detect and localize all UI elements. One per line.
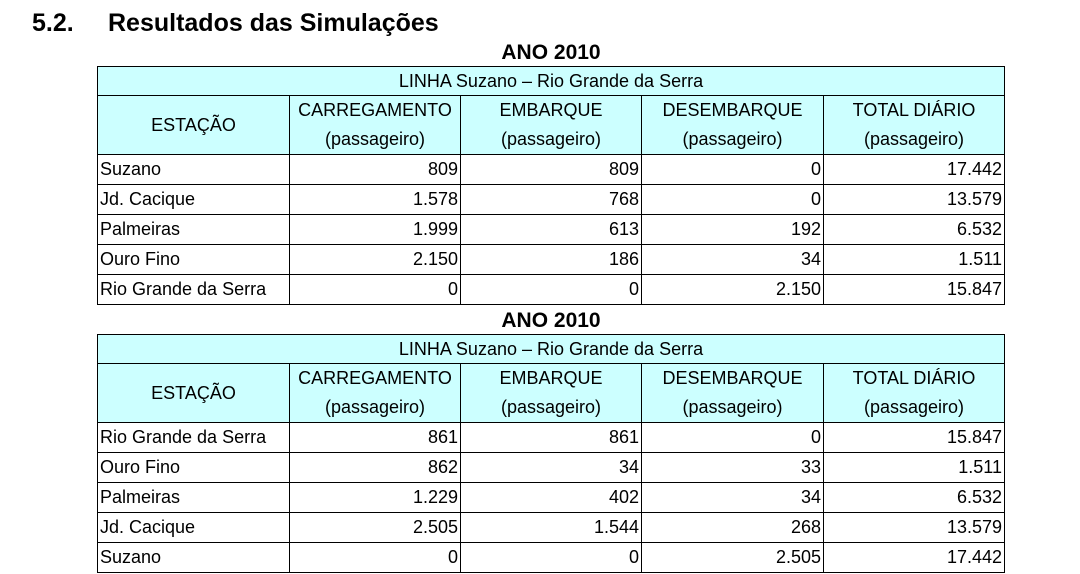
header-station: ESTAÇÃO xyxy=(98,364,290,423)
header-unit: (passageiro) xyxy=(642,393,824,423)
total-value: 1.511 xyxy=(824,453,1005,483)
table-row xyxy=(98,245,1005,275)
header-desembarque: DESEMBARQUE xyxy=(642,364,824,394)
embarque-value: 768 xyxy=(461,185,642,215)
carregamento-value: 1.999 xyxy=(290,215,461,245)
section-number: 5.2. xyxy=(32,9,74,37)
total-value: 13.579 xyxy=(824,513,1005,543)
line-title: LINHA Suzano – Rio Grande da Serra xyxy=(98,67,1005,96)
embarque-value: 0 xyxy=(461,543,642,573)
desembarque-value: 34 xyxy=(642,483,824,513)
table-row xyxy=(98,483,1005,513)
simulation-table-1 xyxy=(97,66,1005,305)
station-name: Palmeiras xyxy=(98,483,290,513)
total-value: 17.442 xyxy=(824,543,1005,573)
header-unit: (passageiro) xyxy=(461,125,642,155)
header-unit: (passageiro) xyxy=(290,125,461,155)
table-row xyxy=(98,185,1005,215)
station-name: Rio Grande da Serra xyxy=(98,423,290,453)
total-value: 1.511 xyxy=(824,245,1005,275)
section-heading xyxy=(32,6,439,40)
simulation-table-2 xyxy=(97,334,1005,573)
total-value: 6.532 xyxy=(824,215,1005,245)
carregamento-value: 1.578 xyxy=(290,185,461,215)
embarque-value: 34 xyxy=(461,453,642,483)
station-name: Ouro Fino xyxy=(98,245,290,275)
header-unit: (passageiro) xyxy=(642,125,824,155)
carregamento-value: 2.150 xyxy=(290,245,461,275)
embarque-value: 613 xyxy=(461,215,642,245)
line-title: LINHA Suzano – Rio Grande da Serra xyxy=(98,335,1005,364)
desembarque-value: 2.150 xyxy=(642,275,824,305)
header-unit: (passageiro) xyxy=(461,393,642,423)
table-1-year: ANO 2010 xyxy=(501,41,601,64)
embarque-value: 809 xyxy=(461,155,642,185)
station-name: Jd. Cacique xyxy=(98,185,290,215)
desembarque-value: 0 xyxy=(642,185,824,215)
embarque-value: 402 xyxy=(461,483,642,513)
header-embarque: EMBARQUE xyxy=(461,364,642,394)
header-carregamento: CARREGAMENTO xyxy=(290,364,461,394)
station-name: Jd. Cacique xyxy=(98,513,290,543)
carregamento-value: 0 xyxy=(290,543,461,573)
embarque-value: 186 xyxy=(461,245,642,275)
station-name: Rio Grande da Serra xyxy=(98,275,290,305)
desembarque-value: 2.505 xyxy=(642,543,824,573)
table-row xyxy=(98,423,1005,453)
header-embarque: EMBARQUE xyxy=(461,96,642,126)
header-unit: (passageiro) xyxy=(824,125,1005,155)
station-name: Suzano xyxy=(98,155,290,185)
total-value: 15.847 xyxy=(824,275,1005,305)
header-total: TOTAL DIÁRIO xyxy=(824,96,1005,126)
carregamento-value: 861 xyxy=(290,423,461,453)
section-title: Resultados das Simulações xyxy=(108,9,439,37)
desembarque-value: 33 xyxy=(642,453,824,483)
total-value: 17.442 xyxy=(824,155,1005,185)
embarque-value: 861 xyxy=(461,423,642,453)
desembarque-value: 268 xyxy=(642,513,824,543)
station-name: Suzano xyxy=(98,543,290,573)
header-carregamento: CARREGAMENTO xyxy=(290,96,461,126)
station-name: Ouro Fino xyxy=(98,453,290,483)
header-total: TOTAL DIÁRIO xyxy=(824,364,1005,394)
table-row xyxy=(98,215,1005,245)
header-station: ESTAÇÃO xyxy=(98,96,290,155)
embarque-value: 1.544 xyxy=(461,513,642,543)
carregamento-value: 1.229 xyxy=(290,483,461,513)
table-row xyxy=(98,543,1005,573)
desembarque-value: 192 xyxy=(642,215,824,245)
table-row xyxy=(98,155,1005,185)
carregamento-value: 809 xyxy=(290,155,461,185)
embarque-value: 0 xyxy=(461,275,642,305)
total-value: 13.579 xyxy=(824,185,1005,215)
desembarque-value: 0 xyxy=(642,155,824,185)
header-desembarque: DESEMBARQUE xyxy=(642,96,824,126)
table-2-year: ANO 2010 xyxy=(501,309,601,332)
desembarque-value: 0 xyxy=(642,423,824,453)
station-name: Palmeiras xyxy=(98,215,290,245)
table-row xyxy=(98,513,1005,543)
header-unit: (passageiro) xyxy=(290,393,461,423)
carregamento-value: 2.505 xyxy=(290,513,461,543)
total-value: 6.532 xyxy=(824,483,1005,513)
header-unit: (passageiro) xyxy=(824,393,1005,423)
table-row xyxy=(98,453,1005,483)
carregamento-value: 862 xyxy=(290,453,461,483)
table-row xyxy=(98,275,1005,305)
desembarque-value: 34 xyxy=(642,245,824,275)
total-value: 15.847 xyxy=(824,423,1005,453)
carregamento-value: 0 xyxy=(290,275,461,305)
